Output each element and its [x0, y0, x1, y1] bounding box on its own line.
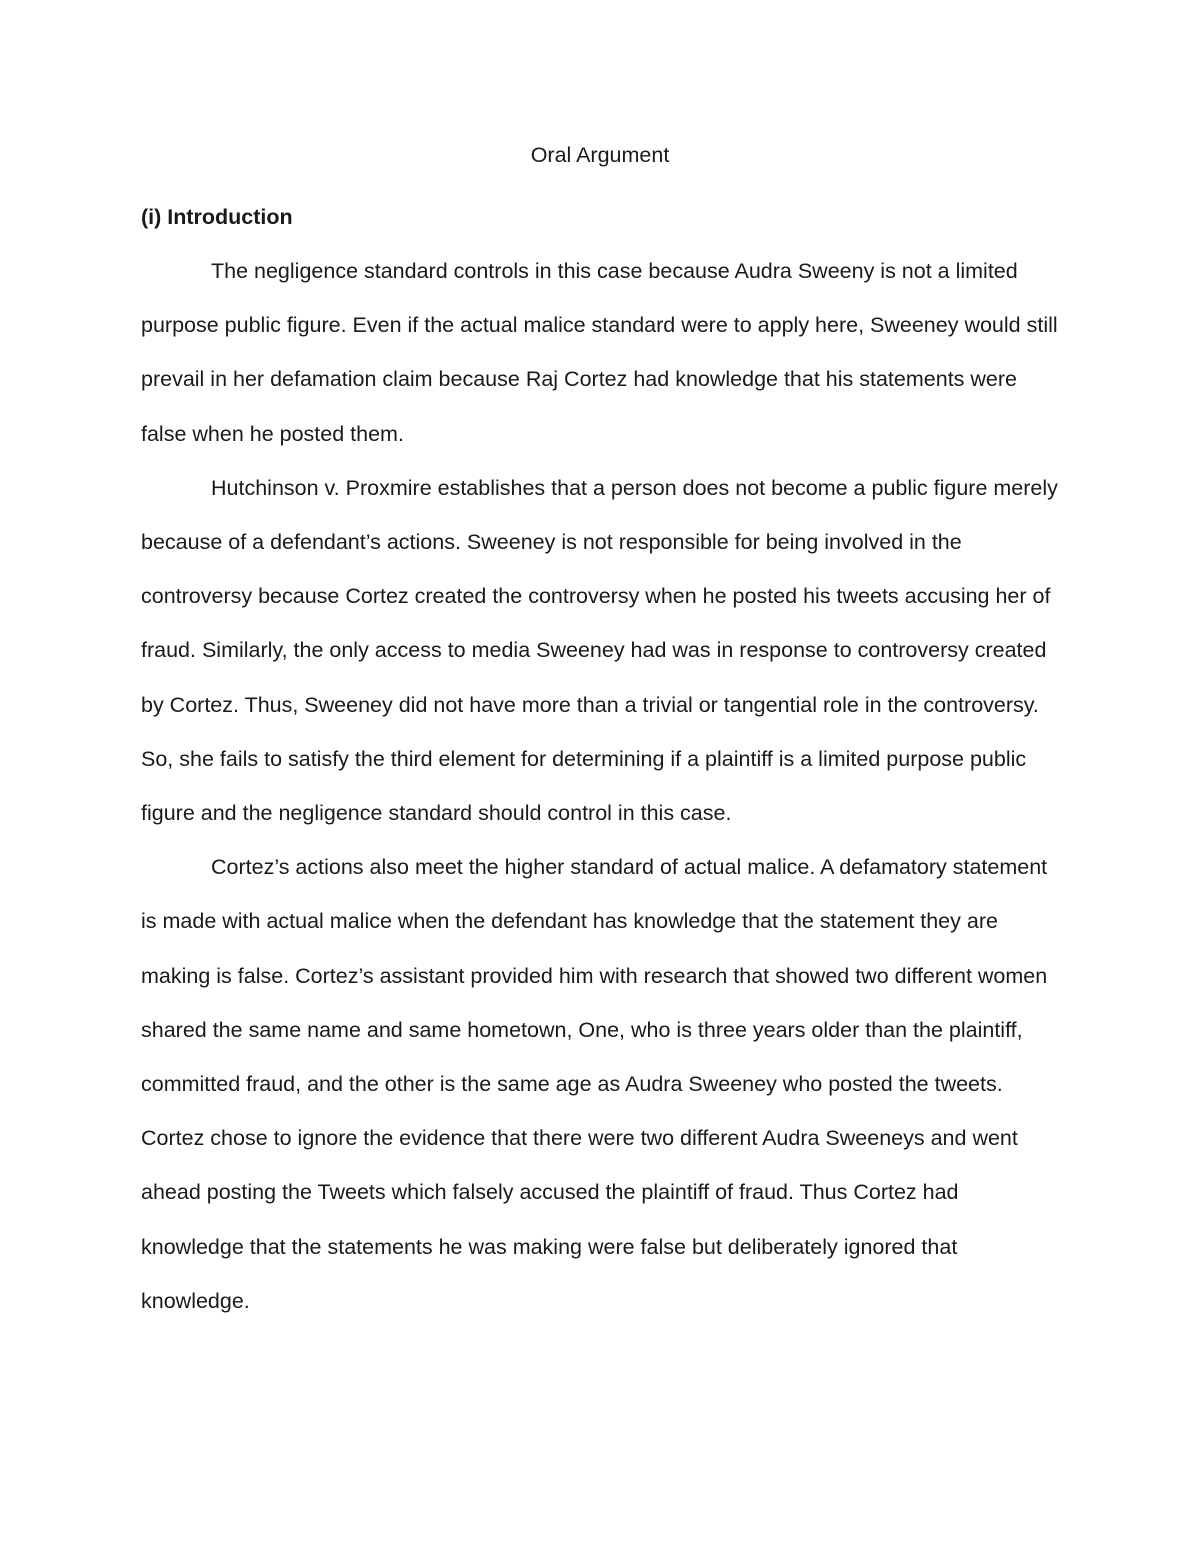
paragraph-1: The negligence standard controls in this case because Audra Sweeny is not a limited purpose public figure. Even if the actual malice standard were to apply here, Sweeney would still prevail in her defamation claim because Raj Cortez had knowledge that his statements were false when he posted them. [141, 259, 1058, 446]
document-body [141, 128, 1059, 1328]
paragraph-2: Hutchinson v. Proxmire establishes that a person does not become a public figure merely because of a defendant’s actions. Sweeney is not responsible for being involved in the controversy because Cortez created the controversy when he posted his tweets accusing her of fraud. Similarly, the only access to media Sweeney had was in response to controversy created by Cortez. Thus, Sweeney did not have more than a trivial or tangential role in the controversy. So, she fails to satisfy the third element for determining if a plaintiff is a limited purpose public figure and the negligence standard should control in this case. [141, 475, 1058, 826]
section-heading-introduction: (i) Introduction [141, 205, 293, 229]
document-title: Oral Argument [530, 143, 670, 167]
paragraph-3: Cortez’s actions also meet the higher standard of actual malice. A defamatory statement is made with actual malice when the defendant has knowledge that the statement they are making is false. Cortez’s assistant provided him with research that showed two different women shared the same name and same hometown, One, who is three years older than the plaintiff, committed fraud, and the other is the same age as Audra Sweeney who posted the tweets. Cortez chose to ignore the evidence that there were two different Audra Sweeneys and went ahead posting the Tweets which falsely accused the plaintiff of fraud. Thus Cortez had knowledge that the statements he was making were false but deliberately ignored that knowledge. [141, 855, 1048, 1313]
